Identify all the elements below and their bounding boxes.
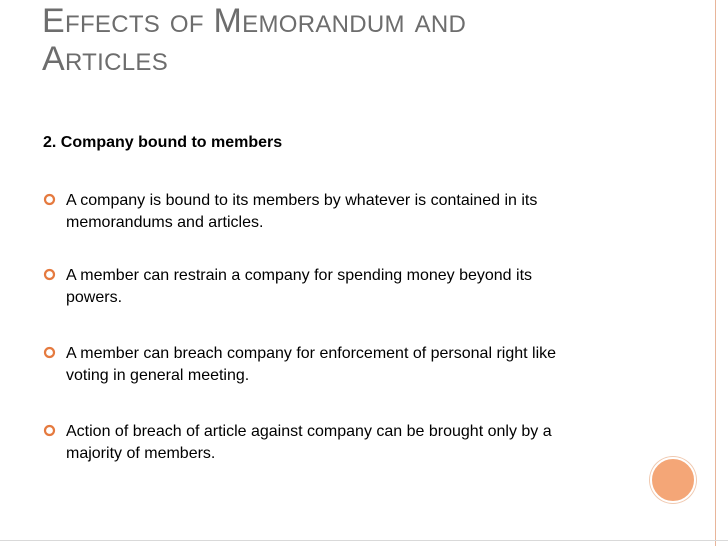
bullet-text-line: A company is bound to its members by whatever is contained in its [66, 192, 538, 209]
bullet-text-line: A member can breach company for enforcement of personal right like [66, 345, 557, 362]
bullet-marker-icon [43, 193, 56, 206]
bullet-text-line: powers. [66, 289, 123, 306]
bullet-text-line: voting in general meeting. [66, 367, 250, 384]
decorative-orange-circle-icon [650, 457, 696, 503]
bullet-text-line: A member can restrain a company for spending money beyond its [66, 267, 533, 284]
bullet-text-line: majority of members. [66, 445, 216, 462]
slide-title-line-1: Effects of Memorandum and [42, 2, 467, 40]
bullet-text [66, 265, 636, 309]
bullet-text-line: Action of breach of article against company can be brought only by a [66, 423, 552, 440]
bullet-text [66, 343, 636, 387]
slide-title [42, 2, 662, 78]
slide-subtitle: 2. Company bound to members [43, 134, 283, 151]
bullet-text [66, 421, 636, 465]
bullet-text-line: memorandums and articles. [66, 214, 264, 231]
bullet-marker-icon [43, 424, 56, 437]
slide-title-line-2: Articles [42, 40, 168, 78]
right-accent-line [715, 0, 716, 546]
bullet-marker-icon [43, 346, 56, 359]
bullet-marker-icon [43, 268, 56, 281]
bullet-text [66, 190, 636, 234]
bottom-divider [0, 540, 728, 541]
